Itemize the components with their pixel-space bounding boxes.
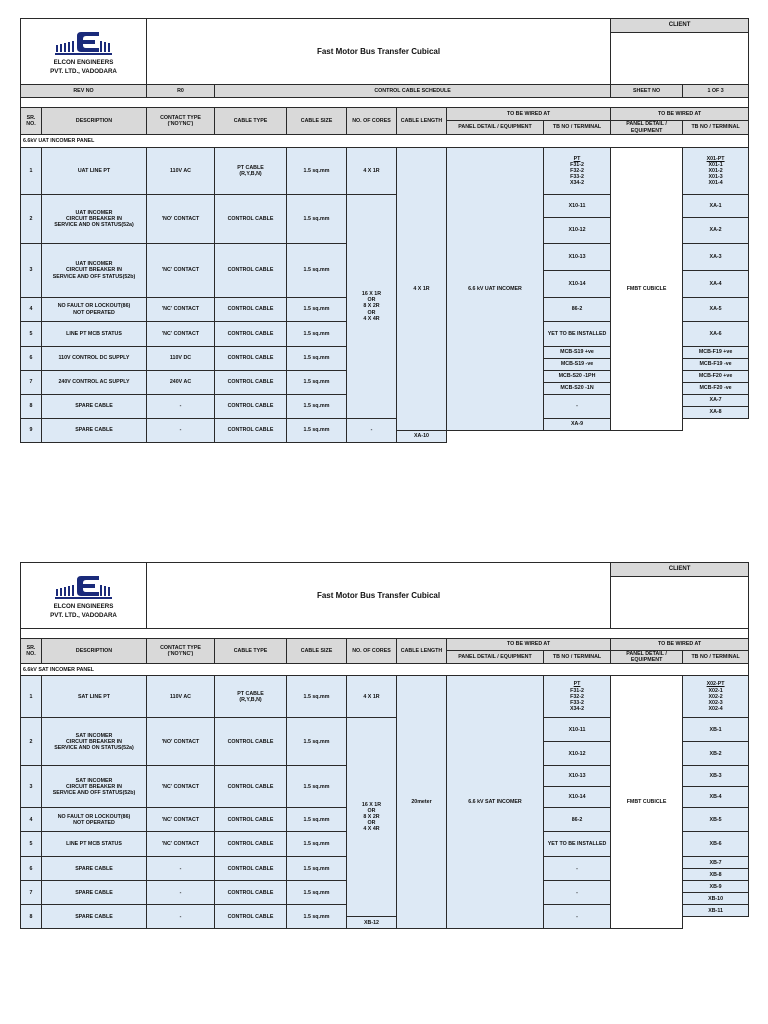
col-panel-detail: PANEL DETAIL / EQUIPMENT — [447, 651, 544, 664]
tb-cell: MCB-S19 +ve — [544, 347, 611, 359]
sr-cell: 8 — [21, 395, 42, 419]
col-no-of-cores: NO. OF CORES — [347, 108, 397, 135]
description-cell: SPARE CABLE — [42, 395, 147, 419]
description-cell: SPARE CABLE — [42, 905, 147, 929]
cable-size-cell: 1.5 sq.mm — [287, 148, 347, 195]
term-cell: XB-3 — [683, 766, 749, 787]
col-contact-type: CONTACT TYPE ('NO'/'NC') — [147, 639, 215, 664]
tb-cell: - — [544, 857, 611, 881]
cable-size-cell: 1.5 sq.mm — [287, 718, 347, 766]
cable-type-cell: CONTROL CABLE — [215, 244, 287, 298]
cable-type-cell: CONTROL CABLE — [215, 419, 287, 443]
sr-cell: 8 — [21, 905, 42, 929]
tb-cell: - — [544, 395, 611, 419]
cable-size-cell: 1.5 sq.mm — [287, 371, 347, 395]
term-cell: XB-8 — [683, 869, 749, 881]
panel-detail-merged: 6.6 kV SAT INCOMER — [447, 676, 544, 929]
col-sr: SR. NO. — [21, 639, 42, 664]
tb-cell-pt — [544, 676, 611, 718]
term-head: X02-PT — [706, 681, 725, 688]
col-to-be-wired-at-b: TO BE WIRED AT — [611, 108, 749, 121]
cable-type-cell: CONTROL CABLE — [215, 832, 287, 857]
cable-type-cell: CONTROL CABLE — [215, 298, 287, 322]
col-tb-no: TB NO / TERMINAL — [544, 121, 611, 135]
tb-cell: X10-13 — [544, 766, 611, 787]
description-cell: SPARE CABLE — [42, 419, 147, 443]
tb-cell: X10-13 — [544, 244, 611, 271]
term-cell: XB-5 — [683, 808, 749, 832]
cable-size-cell: 1.5 sq.mm — [287, 832, 347, 857]
tb-cell: - — [544, 905, 611, 929]
description-cell: 110V CONTROL DC SUPPLY — [42, 347, 147, 371]
term-cell: XB-2 — [683, 742, 749, 766]
term-cell: MCB-F19 -ve — [683, 359, 749, 371]
contact-cell: 110V DC — [147, 347, 215, 371]
rev-value: R0 — [147, 85, 215, 98]
document-title: Fast Motor Bus Transfer Cubical — [147, 19, 611, 85]
company-location: PVT. LTD., VADODARA — [50, 67, 117, 75]
contact-cell: 110V AC — [147, 676, 215, 718]
term-cell: XB-12 — [347, 917, 397, 929]
col-panel-detail: PANEL DETAIL / EQUIPMENT — [447, 121, 544, 135]
sheet-value: 1 OF 3 — [683, 85, 749, 98]
company-logo-block — [21, 19, 147, 85]
tb-cell: 86-2 — [544, 808, 611, 832]
tb-head: PT — [573, 155, 581, 162]
cable-size-cell: 1.5 sq.mm — [287, 347, 347, 371]
sr-cell: 4 — [21, 808, 42, 832]
sr-cell: 2 — [21, 718, 42, 766]
equipment-merged: FMBT CUBICLE — [611, 148, 683, 431]
cable-type-cell: CONTROL CABLE — [215, 808, 287, 832]
tb-cell: YET TO BE INSTALLED — [544, 832, 611, 857]
client-value — [611, 33, 749, 85]
tb-cell: MCB-S20 -1N — [544, 383, 611, 395]
schedule-table-1 — [20, 18, 749, 443]
col-description: DESCRIPTION — [42, 639, 147, 664]
tb-cell: X10-11 — [544, 718, 611, 742]
cable-size-cell: 1.5 sq.mm — [287, 395, 347, 419]
tb-cell: X10-14 — [544, 787, 611, 808]
col-to-be-wired-at-a: TO BE WIRED AT — [447, 639, 611, 651]
tb-cell: MCB-S19 -ve — [544, 359, 611, 371]
section-title: 6.6kV SAT INCOMER PANEL — [21, 664, 749, 676]
cable-size-cell: 1.5 sq.mm — [287, 298, 347, 322]
term-cell: XA-3 — [683, 244, 749, 271]
term-cell: XB-10 — [683, 893, 749, 905]
tb-cell: - — [347, 419, 397, 443]
spacer-row — [21, 98, 749, 108]
term-cell: XB-11 — [683, 905, 749, 917]
document-title: Fast Motor Bus Transfer Cubical — [147, 563, 611, 629]
term-head: X01-PT — [706, 155, 725, 162]
col-cable-length: CABLE LENGTH — [397, 108, 447, 135]
term-cell: XB-4 — [683, 787, 749, 808]
rev-label: REV NO — [21, 85, 147, 98]
cable-type-cell: PT CABLE (R,Y,B,N) — [215, 676, 287, 718]
col-tb-no: TB NO / TERMINAL — [544, 651, 611, 664]
company-name: ELCON ENGINEERS — [53, 59, 114, 67]
cable-size-cell: 1.5 sq.mm — [287, 244, 347, 298]
contact-cell: 'NC' CONTACT — [147, 244, 215, 298]
description-cell: UAT INCOMER CIRCUIT BREAKER IN SERVICE AND ON STATUS(52a) — [42, 195, 147, 244]
description-cell: NO FAULT OR LOCKOUT(86) NOT OPERATED — [42, 808, 147, 832]
cable-type-cell: PT CABLE (R,Y,B,N) — [215, 148, 287, 195]
term-cell: XB-6 — [683, 832, 749, 857]
tb-cell-pt — [544, 148, 611, 195]
cable-size-cell: 1.5 sq.mm — [287, 857, 347, 881]
sr-cell: 5 — [21, 322, 42, 347]
col-panel-detail-2: PANEL DETAIL / EQUIPMENT — [611, 121, 683, 135]
description-cell: SAT INCOMER CIRCUIT BREAKER IN SERVICE AND ON STATUS(52a) — [42, 718, 147, 766]
cable-type-cell: CONTROL CABLE — [215, 395, 287, 419]
contact-cell: 'NC' CONTACT — [147, 832, 215, 857]
cable-type-cell: CONTROL CABLE — [215, 195, 287, 244]
cable-size-cell: 1.5 sq.mm — [287, 322, 347, 347]
sr-cell: 3 — [21, 244, 42, 298]
panel-detail-merged: 6.6 kV UAT INCOMER — [447, 148, 544, 431]
sr-cell: 1 — [21, 148, 42, 195]
term-cell: XA-2 — [683, 218, 749, 244]
term-cell: XB-7 — [683, 857, 749, 869]
contact-cell: - — [147, 905, 215, 929]
contact-cell: 240V AC — [147, 371, 215, 395]
term-cell: XA-4 — [683, 271, 749, 298]
contact-cell: - — [147, 881, 215, 905]
cores-cell: 4 X 1R — [347, 148, 397, 195]
contact-cell: 'NO' CONTACT — [147, 718, 215, 766]
term-cell: XB-9 — [683, 881, 749, 893]
sr-cell: 5 — [21, 832, 42, 857]
sr-cell: 6 — [21, 857, 42, 881]
sr-cell: 1 — [21, 676, 42, 718]
cable-type-cell: CONTROL CABLE — [215, 322, 287, 347]
term-cell: XA-9 — [544, 419, 611, 431]
col-cable-length: CABLE LENGTH — [397, 639, 447, 664]
contact-cell: 'NC' CONTACT — [147, 322, 215, 347]
tb-cell: YET TO BE INSTALLED — [544, 322, 611, 347]
contact-cell: 'NO' CONTACT — [147, 195, 215, 244]
col-cable-type: CABLE TYPE — [215, 108, 287, 135]
term-cell: XA-6 — [683, 322, 749, 347]
col-panel-detail-2: PANEL DETAIL / EQUIPMENT — [611, 651, 683, 664]
contact-cell: 'NC' CONTACT — [147, 808, 215, 832]
sr-cell: 6 — [21, 347, 42, 371]
col-tb-no-2: TB NO / TERMINAL — [683, 121, 749, 135]
col-description: DESCRIPTION — [42, 108, 147, 135]
tb-cell: - — [544, 881, 611, 905]
term-cell: XA-7 — [683, 395, 749, 407]
contact-cell: 110V AC — [147, 148, 215, 195]
sr-cell: 7 — [21, 881, 42, 905]
cable-type-cell: CONTROL CABLE — [215, 347, 287, 371]
term-list: X02-1 X02-2 X02-3 X02-4 — [708, 687, 723, 712]
term-cell: XB-1 — [683, 718, 749, 742]
tb-cell: X10-14 — [544, 271, 611, 298]
schedule-label: CONTROL CABLE SCHEDULE — [215, 85, 611, 98]
sr-cell: 7 — [21, 371, 42, 395]
company-location: PVT. LTD., VADODARA — [50, 611, 117, 619]
contact-cell: - — [147, 419, 215, 443]
term-list: X01-1 X01-2 X01-3 X01-4 — [708, 161, 723, 187]
description-cell: SAT LINE PT — [42, 676, 147, 718]
sr-cell: 3 — [21, 766, 42, 808]
tb-cell: X10-12 — [544, 742, 611, 766]
contact-cell: 'NC' CONTACT — [147, 766, 215, 808]
term-cell: MCB-F20 -ve — [683, 383, 749, 395]
col-cable-size: CABLE SIZE — [287, 639, 347, 664]
sr-cell: 2 — [21, 195, 42, 244]
elcon-logo-icon — [54, 28, 114, 58]
cable-size-cell: 1.5 sq.mm — [287, 808, 347, 832]
cable-size-cell: 1.5 sq.mm — [287, 419, 347, 443]
col-cable-type: CABLE TYPE — [215, 639, 287, 664]
description-cell: 240V CONTROL AC SUPPLY — [42, 371, 147, 395]
cable-size-cell: 1.5 sq.mm — [287, 676, 347, 718]
cable-schedule-sheet-1 — [20, 18, 748, 443]
col-tb-no-2: TB NO / TERMINAL — [683, 651, 749, 664]
col-to-be-wired-at-a: TO BE WIRED AT — [447, 108, 611, 121]
equipment-merged: FMBT CUBICLE — [611, 676, 683, 929]
term-cell: XA-10 — [397, 431, 447, 443]
col-sr: SR. NO. — [21, 108, 42, 135]
contact-cell: - — [147, 857, 215, 881]
elcon-logo-icon — [54, 572, 114, 602]
cable-type-cell: CONTROL CABLE — [215, 857, 287, 881]
col-no-of-cores: NO. OF CORES — [347, 639, 397, 664]
schedule-table-2 — [20, 562, 749, 929]
cores-merged: 16 X 1R OR 8 X 2R OR 4 X 4R — [347, 195, 397, 419]
cable-length-merged: 20meter — [397, 676, 447, 929]
tb-cell: X10-11 — [544, 195, 611, 218]
term-cell-pt — [683, 148, 749, 195]
description-cell: UAT INCOMER CIRCUIT BREAKER IN SERVICE AND OFF STATUS(52b) — [42, 244, 147, 298]
term-cell: MCB-F19 +ve — [683, 347, 749, 359]
cores-cell: 4 X 1R — [347, 676, 397, 718]
cable-type-cell: CONTROL CABLE — [215, 881, 287, 905]
tb-cell: 86-2 — [544, 298, 611, 322]
term-cell: XA-8 — [683, 407, 749, 419]
tb-head: PT — [573, 681, 581, 688]
cable-size-cell: 1.5 sq.mm — [287, 766, 347, 808]
client-label: CLIENT — [611, 563, 749, 577]
spacer-row — [21, 629, 749, 639]
tb-cell: MCB-S20 -1PH — [544, 371, 611, 383]
description-cell: LINE PT MCB STATUS — [42, 322, 147, 347]
cable-schedule-sheet-2 — [20, 562, 748, 929]
tb-cell: X10-12 — [544, 218, 611, 244]
cable-size-cell: 1.5 sq.mm — [287, 905, 347, 929]
client-value — [611, 577, 749, 629]
col-contact-type: CONTACT TYPE ('NO'/'NC') — [147, 108, 215, 135]
description-cell: LINE PT MCB STATUS — [42, 832, 147, 857]
description-cell: SPARE CABLE — [42, 857, 147, 881]
contact-cell: 'NC' CONTACT — [147, 298, 215, 322]
sr-cell: 4 — [21, 298, 42, 322]
company-logo-block — [21, 563, 147, 629]
sr-cell: 9 — [21, 419, 42, 443]
sheet-label: SHEET NO — [611, 85, 683, 98]
cable-type-cell: CONTROL CABLE — [215, 905, 287, 929]
col-to-be-wired-at-b: TO BE WIRED AT — [611, 639, 749, 651]
tb-list: F31-2 F32-2 F33-2 X34-2 — [569, 161, 585, 187]
cable-type-cell: CONTROL CABLE — [215, 718, 287, 766]
cable-type-cell: CONTROL CABLE — [215, 766, 287, 808]
description-cell: SPARE CABLE — [42, 881, 147, 905]
cores-merged: 16 X 1R OR 8 X 2R OR 4 X 4R — [347, 718, 397, 917]
description-cell: SAT INCOMER CIRCUIT BREAKER IN SERVICE AND OFF STATUS(52b) — [42, 766, 147, 808]
description-cell: UAT LINE PT — [42, 148, 147, 195]
section-title: 6.6kV UAT INCOMER PANEL — [21, 135, 749, 148]
col-cable-size: CABLE SIZE — [287, 108, 347, 135]
term-cell: XA-5 — [683, 298, 749, 322]
term-cell-pt — [683, 676, 749, 718]
cable-size-cell: 1.5 sq.mm — [287, 881, 347, 905]
cable-length-merged: 4 X 1R — [397, 148, 447, 431]
client-label: CLIENT — [611, 19, 749, 33]
cable-type-cell: CONTROL CABLE — [215, 371, 287, 395]
cable-size-cell: 1.5 sq.mm — [287, 195, 347, 244]
description-cell: NO FAULT OR LOCKOUT(86) NOT OPERATED — [42, 298, 147, 322]
company-name: ELCON ENGINEERS — [53, 603, 114, 611]
contact-cell: - — [147, 395, 215, 419]
tb-list: F31-2 F32-2 F33-2 X34-2 — [569, 687, 585, 712]
term-cell: MCB-F20 +ve — [683, 371, 749, 383]
term-cell: XA-1 — [683, 195, 749, 218]
